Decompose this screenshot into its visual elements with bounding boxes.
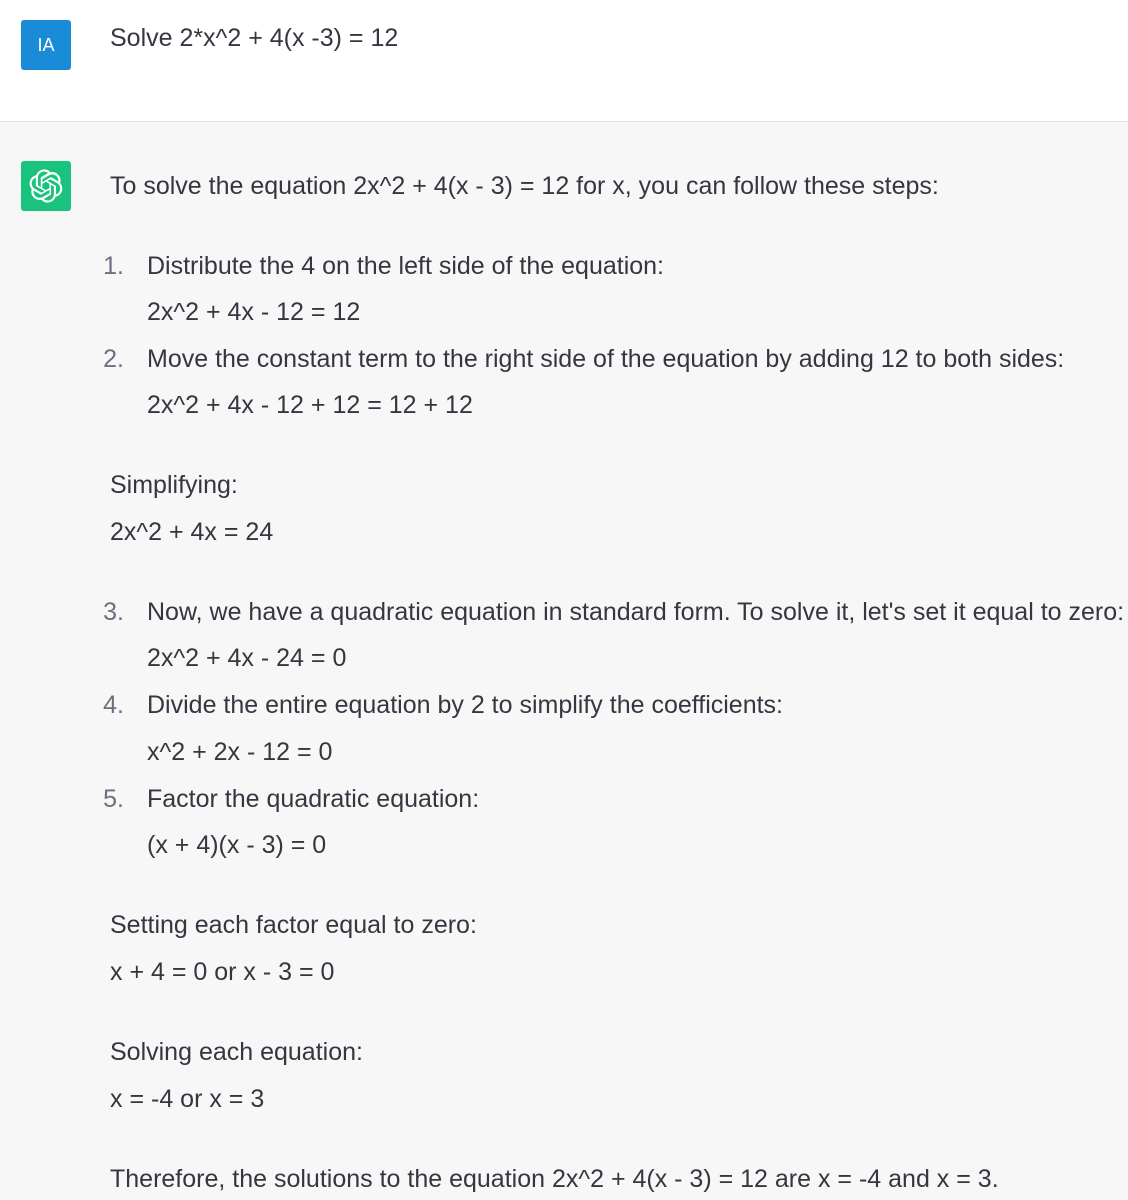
- step-equation: 2x^2 + 4x - 24 = 0: [147, 644, 347, 672]
- user-message-row: [0, 0, 1128, 122]
- openai-logo-icon: [21, 161, 71, 211]
- step-number: 4.: [103, 691, 124, 719]
- assistant-intro: To solve the equation 2x^2 + 4(x - 3) = 12 for x, you can follow these steps:: [110, 172, 939, 200]
- step-number: 5.: [103, 785, 124, 813]
- user-avatar: IA: [21, 20, 71, 70]
- conclusion-text: Therefore, the solutions to the equation 2x^2 + 4(x - 3) = 12 are x = -4 and x = 3.: [110, 1165, 999, 1193]
- step-equation: (x + 4)(x - 3) = 0: [147, 831, 327, 859]
- step-number: 3.: [103, 598, 124, 626]
- step-text: Distribute the 4 on the left side of the equation:: [147, 252, 665, 280]
- setting-label: Setting each factor equal to zero:: [110, 911, 477, 939]
- assistant-message-row: [0, 122, 1128, 1200]
- simplifying-equation: 2x^2 + 4x = 24: [110, 518, 274, 546]
- step-text: Move the constant term to the right side of the equation by adding 12 to both sides:: [147, 345, 1065, 373]
- solving-equation: x = -4 or x = 3: [110, 1085, 265, 1113]
- step-text: Divide the entire equation by 2 to simplify the coefficients:: [147, 691, 783, 719]
- user-message-text: Solve 2*x^2 + 4(x -3) = 12: [110, 24, 399, 52]
- step-equation: 2x^2 + 4x - 12 = 12: [147, 298, 361, 326]
- step-number: 1.: [103, 252, 124, 280]
- step-equation: 2x^2 + 4x - 12 + 12 = 12 + 12: [147, 391, 473, 419]
- solving-label: Solving each equation:: [110, 1038, 363, 1066]
- simplifying-label: Simplifying:: [110, 471, 238, 499]
- step-text: Now, we have a quadratic equation in standard form. To solve it, let's set it equal to zero:: [147, 598, 1125, 626]
- step-number: 2.: [103, 345, 124, 373]
- step-equation: x^2 + 2x - 12 = 0: [147, 738, 333, 766]
- setting-equation: x + 4 = 0 or x - 3 = 0: [110, 958, 335, 986]
- step-text: Factor the quadratic equation:: [147, 785, 480, 813]
